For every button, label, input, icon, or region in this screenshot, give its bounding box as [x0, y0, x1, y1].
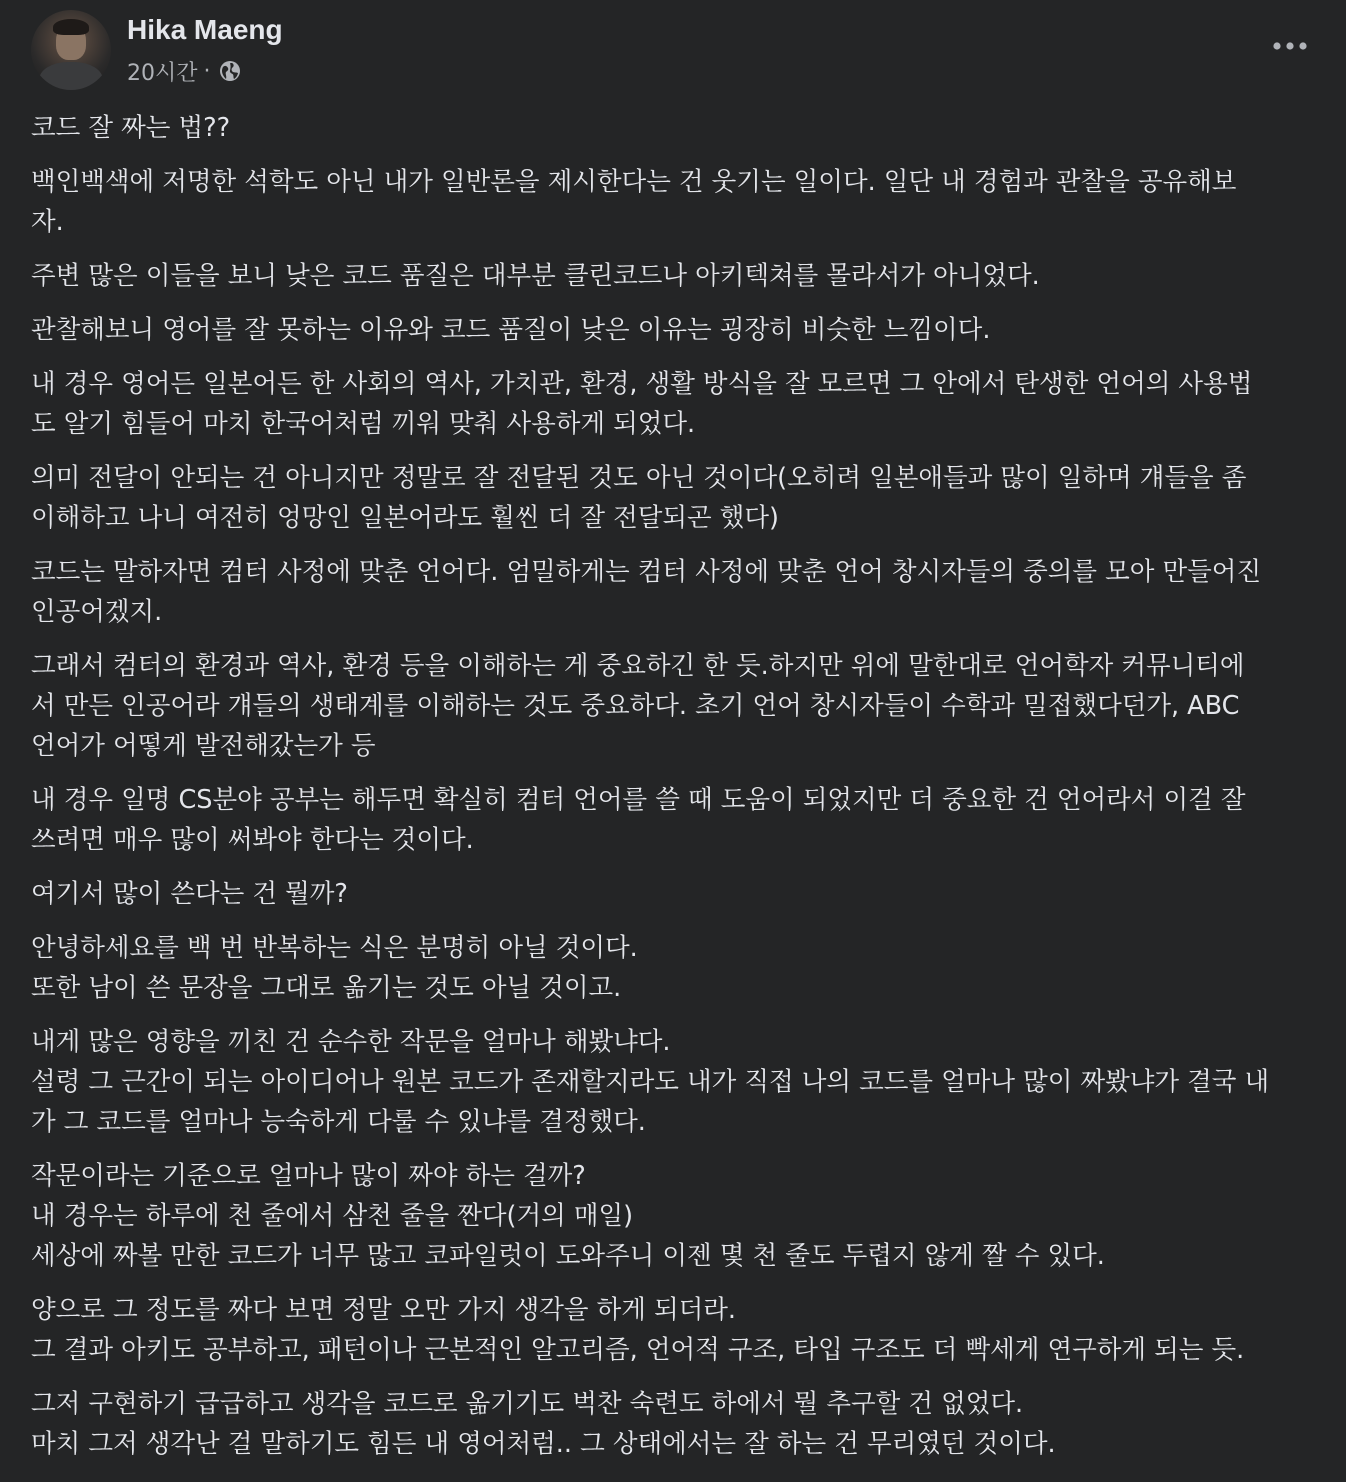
post-paragraph [31, 1156, 1331, 1276]
post-paragraph [31, 874, 1331, 914]
avatar[interactable] [31, 10, 111, 90]
post-paragraph [31, 646, 1331, 766]
post-text-line: 그저 구현하기 급급하고 생각을 코드로 옮기기도 벅찬 숙련도 하에서 뭘 추구할 건 없었다. [31, 1389, 1024, 1419]
post-text-line: 또한 남이 쓴 문장을 그대로 옮기는 것도 아닐 것이고. [31, 973, 622, 1003]
post-text-line: 이해하고 나니 여전히 엉망인 일본어라도 훨씬 더 잘 전달되곤 했다) [31, 503, 779, 533]
post-paragraph [31, 256, 1331, 296]
author-name[interactable]: Hika Maeng [127, 14, 283, 45]
post-text-line: 내 경우 일명 CS분야 공부는 해두면 확실히 컴터 언어를 쓸 때 도움이 되었지만 더 중요한 건 언어라서 이걸 잘 [31, 785, 1246, 815]
post-text-line: 주변 많은 이들을 보니 낮은 코드 품질은 대부분 클린코드나 아키텍쳐를 몰라서가 아니었다. [31, 261, 1040, 291]
post-paragraph [31, 780, 1331, 860]
post-paragraph [31, 1022, 1331, 1142]
post-text-line: 쓰려면 매우 많이 써봐야 한다는 것이다. [31, 825, 474, 855]
post-text-line: 도 알기 힘들어 마치 한국어처럼 끼워 맞춰 사용하게 되었다. [31, 409, 696, 439]
post-meta [127, 56, 241, 86]
post-text-line: 의미 전달이 안되는 건 아니지만 정말로 잘 전달된 것도 아닌 것이다(오히려 일본애들과 많이 일하며 걔들을 좀 [31, 463, 1247, 493]
post-paragraph [31, 552, 1331, 632]
post-text-line: 백인백색에 저명한 석학도 아닌 내가 일반론을 제시한다는 건 웃기는 일이다. 일단 내 경험과 관찰을 공유해보 [31, 167, 1237, 197]
post-text-line: 코드 잘 짜는 법?? [31, 113, 231, 143]
post-text-line: 그래서 컴터의 환경과 역사, 환경 등을 이해하는 게 중요하긴 한 듯.하지만 위에 말한대로 언어학자 커뮤니티에 [31, 651, 1245, 681]
post-text-line: 안녕하세요를 백 번 반복하는 식은 분명히 아닐 것이다. [31, 933, 638, 963]
post-text-line: 내 경우 영어든 일본어든 한 사회의 역사, 가치관, 환경, 생활 방식을 잘 모르면 그 안에서 탄생한 언어의 사용법 [31, 369, 1253, 399]
post-text-line: 작문이라는 기준으로 얼마나 많이 짜야 하는 걸까? [31, 1161, 586, 1191]
post-text-line: 인공어겠지. [31, 597, 163, 627]
post-text-line: 서 만든 인공어라 걔들의 생태계를 이해하는 것도 중요하다. 초기 언어 창시자들이 수학과 밀접했다던가, ABC [31, 691, 1240, 721]
globe-icon[interactable] [219, 60, 241, 82]
post-text-line: 자. [31, 207, 64, 237]
post-paragraph [31, 458, 1331, 538]
post-paragraph [31, 928, 1331, 1008]
post-paragraph [31, 162, 1331, 242]
post-paragraph [31, 1384, 1331, 1464]
post-text-line: 양으로 그 정도를 짜다 보면 정말 오만 가지 생각을 하게 되더라. [31, 1295, 736, 1325]
post-text-line: 코드는 말하자면 컴터 사정에 맞춘 언어다. 엄밀하게는 컴터 사정에 맞춘 언어 창시자들의 중의를 모아 만들어진 [31, 557, 1262, 587]
post-text-line: 여기서 많이 쓴다는 건 뭘까? [31, 879, 348, 909]
post-text-line: 마치 그저 생각난 걸 말하기도 힘든 내 영어처럼.. 그 상태에서는 잘 하는 건 무리였던 것이다. [31, 1429, 1056, 1459]
post-text-line: 설령 그 근간이 되는 아이디어나 원본 코드가 존재할지라도 내가 직접 나의 코드를 얼마나 많이 짜봤냐가 결국 내 [31, 1067, 1270, 1097]
post-header [0, 0, 1346, 100]
more-options-button[interactable] [1266, 28, 1314, 64]
post-text-line: 세상에 짜볼 만한 코드가 너무 많고 코파일럿이 도와주니 이젠 몇 천 줄도 두렵지 않게 짤 수 있다. [31, 1241, 1105, 1271]
post-text-line: 관찰해보니 영어를 잘 못하는 이유와 코드 품질이 낮은 이유는 굉장히 비슷한 느낌이다. [31, 315, 991, 345]
post-text-line: 가 그 코드를 얼마나 능숙하게 다룰 수 있냐를 결정했다. [31, 1107, 646, 1137]
post-paragraph [31, 108, 1331, 148]
post-paragraph [31, 364, 1331, 444]
post-paragraph [31, 1290, 1331, 1370]
more-options-icon [1272, 41, 1308, 51]
post-text-line: 언어가 어떻게 발전해갔는가 등 [31, 731, 376, 761]
post-text [31, 108, 1331, 1478]
post-text-line: 그 결과 아키도 공부하고, 패턴이나 근본적인 알고리즘, 언어적 구조, 타입 구조도 더 빡세게 연구하게 되는 듯. [31, 1335, 1245, 1365]
post-text-line: 내게 많은 영향을 끼친 건 순수한 작문을 얼마나 해봤냐다. [31, 1027, 671, 1057]
post-timestamp[interactable]: 20시간 [127, 60, 198, 86]
post-paragraph [31, 310, 1331, 350]
meta-separator: · [203, 58, 211, 84]
post-text-line: 내 경우는 하루에 천 줄에서 삼천 줄을 짠다(거의 매일) [31, 1201, 634, 1231]
